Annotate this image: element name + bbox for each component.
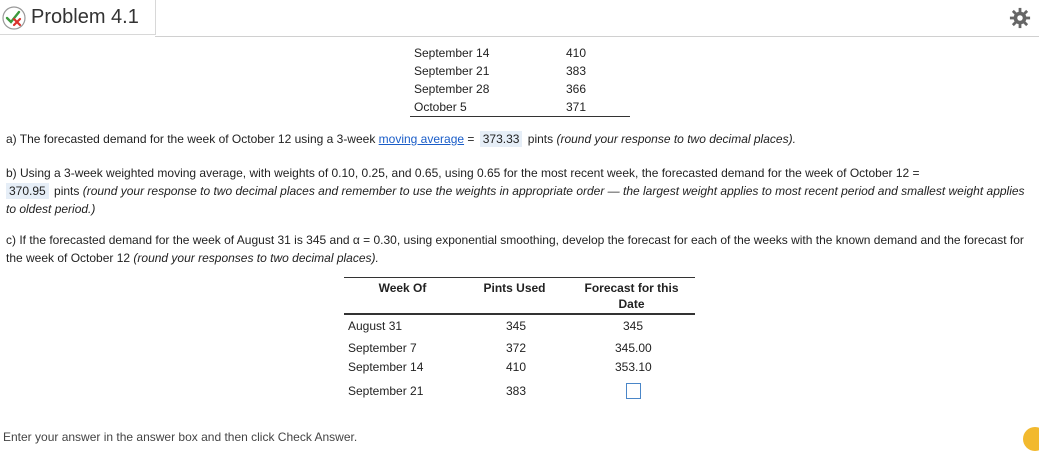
- forecast-table-header-rule: [344, 313, 695, 315]
- part-c-note: (round your responses to two decimal places).: [133, 251, 379, 265]
- header-week-of: Week Of: [378, 281, 427, 295]
- title-box: [0, 0, 156, 35]
- part-a-prefix: a) The forecasted demand for the week of October 12 using a 3-week: [6, 132, 379, 146]
- demand-cell: 410: [566, 46, 587, 60]
- part-a-unit: pints: [524, 132, 557, 146]
- moving-average-link[interactable]: moving average: [378, 132, 465, 146]
- week-cell: October 5: [414, 100, 467, 114]
- week-cell: September 14: [414, 46, 490, 60]
- row-pints: 372: [506, 341, 527, 355]
- part-b-text: [6, 164, 1031, 218]
- part-a-equals: =: [464, 132, 478, 146]
- row-forecast: 345.00: [615, 341, 652, 355]
- row-week: September 7: [348, 341, 417, 355]
- table-row: [410, 62, 630, 80]
- page-title: Problem 4.1: [31, 6, 139, 28]
- table-row: [410, 44, 630, 62]
- table-row: [410, 98, 630, 116]
- header-forecast: Forecast for this Date: [584, 281, 679, 311]
- week-cell: September 21: [414, 64, 490, 78]
- row-week: September 21: [348, 384, 424, 398]
- part-b-prompt: b) Using a 3-week weighted moving average, with weights of 0.10, 0.25, and 0.65, using 0.65 for the most recent week, the forecasted demand for the week of October 12 =: [6, 166, 920, 180]
- demand-cell: 383: [566, 64, 587, 78]
- demand-cell: 366: [566, 82, 587, 96]
- row-pints: 345: [506, 319, 527, 333]
- table-row: [410, 80, 630, 98]
- row-week: August 31: [348, 319, 403, 333]
- forecast-answer-input[interactable]: [626, 383, 641, 399]
- table-bottom-rule: [410, 116, 630, 117]
- partially-correct-icon: [2, 6, 26, 30]
- footer-instruction: Enter your answer in the answer box and then click Check Answer.: [3, 430, 358, 444]
- part-a-answer: 373.33: [480, 131, 523, 147]
- part-b-note: (round your response to two decimal places and remember to use the weights in appropriate order — the largest weight applies to most recent period and smallest weight applies to oldest period.): [6, 184, 1025, 216]
- part-b-answer: 370.95: [6, 183, 49, 199]
- gear-icon[interactable]: [1009, 7, 1031, 29]
- forecast-table-top-rule: [344, 277, 695, 278]
- row-week: September 14: [348, 360, 424, 374]
- help-icon[interactable]: [1023, 427, 1039, 451]
- demand-cell: 371: [566, 100, 587, 114]
- part-a-note: (round your response to two decimal places).: [556, 132, 796, 146]
- part-c-text: [6, 231, 1031, 267]
- row-pints: 383: [506, 384, 527, 398]
- header-pints-used: Pints Used: [483, 281, 546, 295]
- row-forecast: 353.10: [615, 360, 652, 374]
- header-divider: [155, 36, 1039, 37]
- part-b-unit: pints: [50, 184, 83, 198]
- row-forecast: 345: [623, 319, 644, 333]
- part-a-text: [6, 130, 1031, 148]
- row-pints: 410: [506, 360, 527, 374]
- header-bar: [0, 0, 1039, 36]
- demand-table: [410, 44, 630, 116]
- week-cell: September 28: [414, 82, 490, 96]
- part-c-prompt: c) If the forecasted demand for the week of August 31 is 345 and α = 0.30, using exponential smoothing, develop the forecast for each of the weeks with the known demand and the forecast for the week of October 12: [6, 233, 1024, 265]
